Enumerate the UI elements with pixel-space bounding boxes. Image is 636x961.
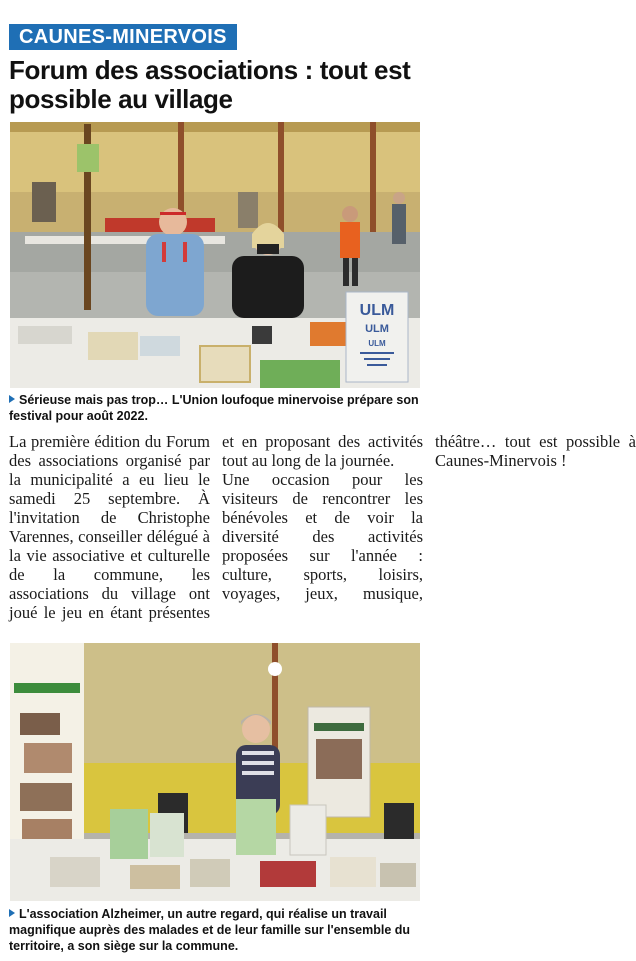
article-paragraph: La première édition du Forum des associations organisé par la municipalité a eu lieu le samedi 25 septembre. À l'invitation de Christophe Varennes, conseiller délégué à la vie associative et culturelle de la commune, les associations du village ont joué le jeu en étant présentes et en proposant des activités tout au long de la journée. — [9, 432, 423, 622]
article-body — [9, 432, 636, 632]
caption-bullet-icon — [9, 909, 15, 917]
photo1-caption — [9, 392, 421, 424]
photo-alzheimer-stand — [10, 643, 420, 901]
article-paragraph: Une occasion pour les visiteurs de rencontrer les bénévoles et de voir la diversité des activités proposées sur l'année : culture, sports, loisirs, voyages, jeux, musique, théâtre… tout est possible à Caunes-Minervois ! — [222, 432, 636, 603]
headline: Forum des associations : tout est possible au village — [9, 55, 411, 114]
photo2-caption-text: L'association Alzheimer, un autre regard, qui réalise un travail magnifique auprès des malades et de leur famille sur l'ensemble du territoire, a son siège sur la commune. — [9, 907, 411, 953]
caption-bullet-icon — [9, 395, 15, 403]
ulm-sign-line: ULM — [359, 302, 395, 319]
photo1-caption-text: Sérieuse mais pas trop… L'Union loufoque minervoise prépare son festival pour août 2022. — [9, 393, 419, 423]
photo-ulm-stand — [10, 122, 420, 388]
photo2-caption — [9, 906, 421, 954]
ulm-sign-line: ULM — [365, 323, 389, 335]
section-kicker: CAUNES-MINERVOIS — [9, 24, 237, 50]
ulm-sign-line: ULM — [368, 339, 386, 348]
